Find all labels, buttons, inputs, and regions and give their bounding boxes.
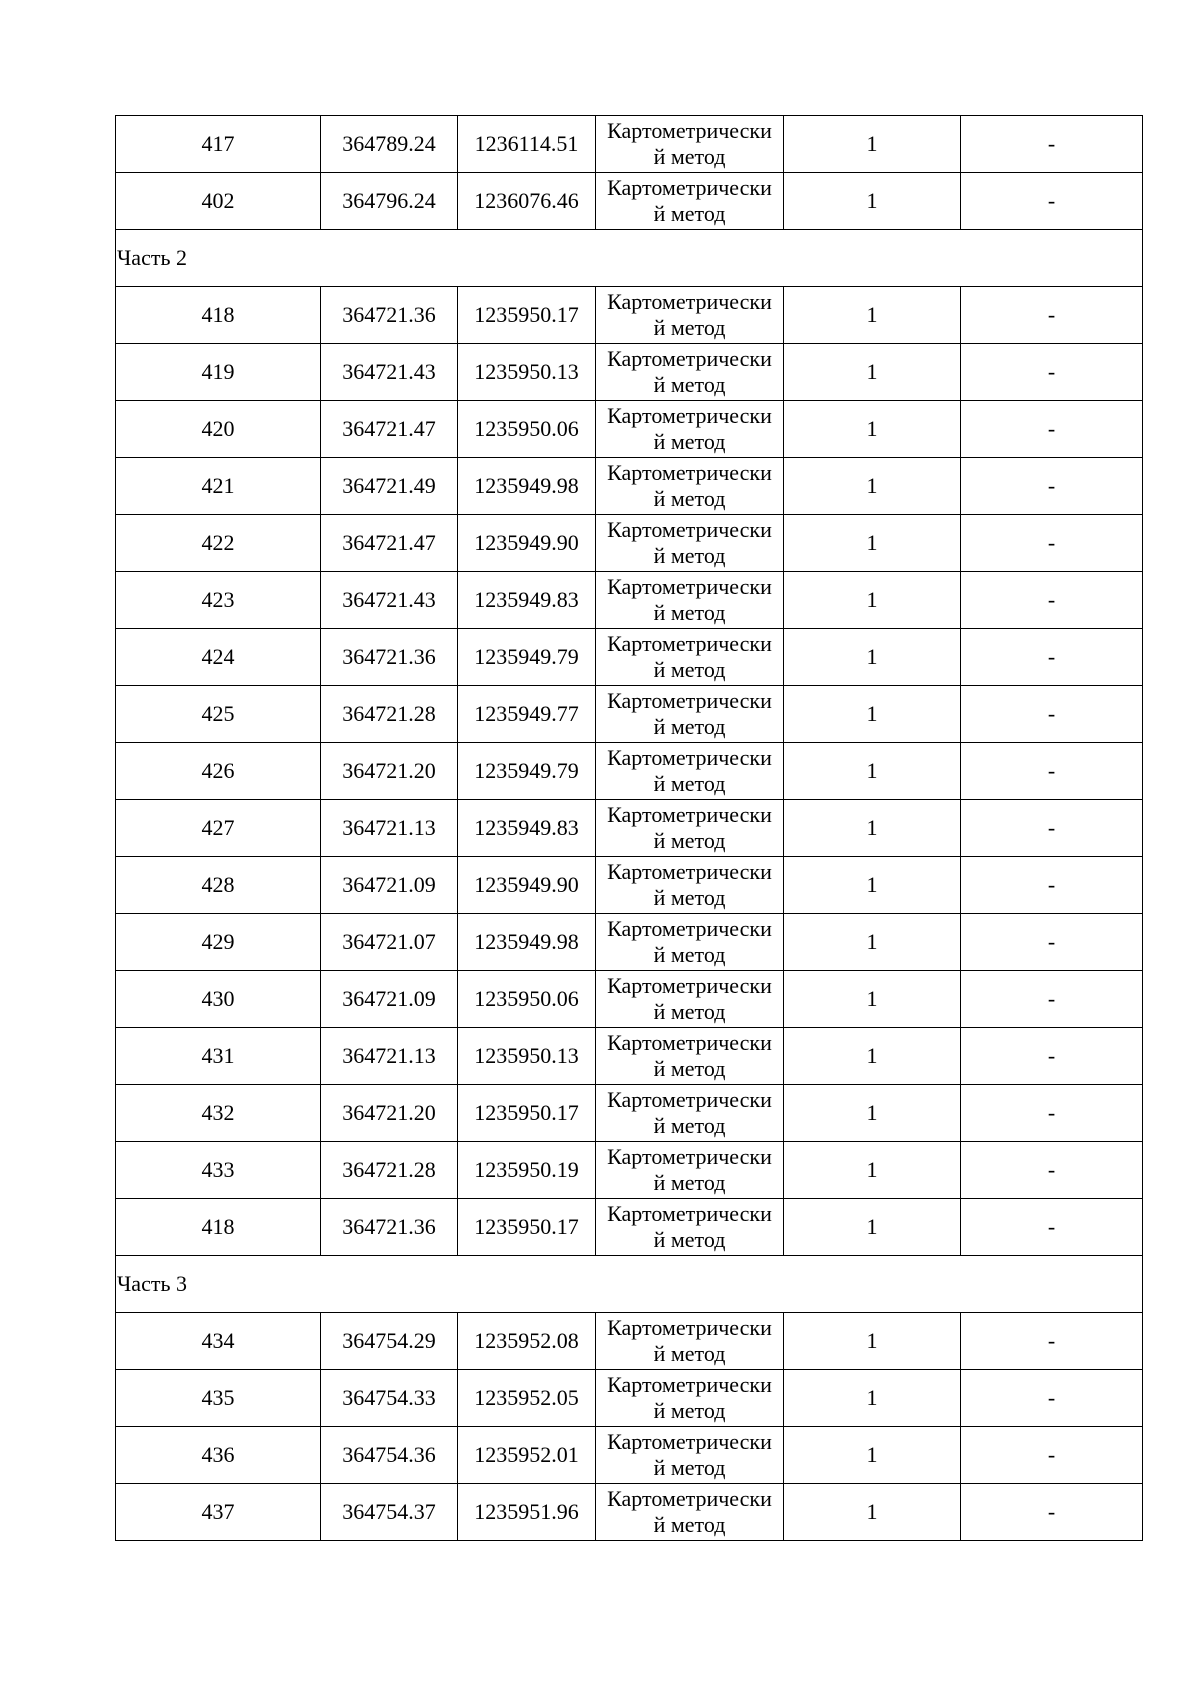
- method-cell: [596, 1085, 784, 1142]
- y-coordinate-cell: 1235950.17: [458, 1199, 596, 1256]
- point-number-cell: 424: [116, 629, 321, 686]
- method-text-line-1: Картометрически: [607, 1429, 772, 1454]
- description-cell: -: [961, 287, 1143, 344]
- method-text-line-1: Картометрически: [607, 1201, 772, 1226]
- accuracy-cell: 1: [784, 515, 961, 572]
- description-cell: -: [961, 857, 1143, 914]
- y-coordinate-cell: 1235952.08: [458, 1313, 596, 1370]
- point-number-cell: 432: [116, 1085, 321, 1142]
- x-coordinate-cell: 364721.07: [321, 914, 458, 971]
- method-cell: [596, 743, 784, 800]
- method-text-line-1: Картометрически: [607, 403, 772, 428]
- table-row: [116, 116, 1143, 173]
- point-number-cell: 428: [116, 857, 321, 914]
- accuracy-cell: 1: [784, 572, 961, 629]
- x-coordinate-cell: 364721.09: [321, 857, 458, 914]
- x-coordinate-cell: 364721.13: [321, 800, 458, 857]
- description-cell: -: [961, 1370, 1143, 1427]
- accuracy-cell: 1: [784, 800, 961, 857]
- coordinates-table: [115, 115, 1143, 1541]
- y-coordinate-cell: 1235949.83: [458, 572, 596, 629]
- accuracy-cell: 1: [784, 287, 961, 344]
- accuracy-cell: 1: [784, 1427, 961, 1484]
- y-coordinate-cell: 1235949.98: [458, 458, 596, 515]
- section-title: Часть 2: [116, 230, 1143, 287]
- description-cell: -: [961, 458, 1143, 515]
- method-cell: [596, 401, 784, 458]
- y-coordinate-cell: 1235949.79: [458, 743, 596, 800]
- method-cell: [596, 857, 784, 914]
- table-row: [116, 1313, 1143, 1370]
- x-coordinate-cell: 364721.36: [321, 287, 458, 344]
- y-coordinate-cell: 1235950.13: [458, 344, 596, 401]
- point-number-cell: 426: [116, 743, 321, 800]
- method-cell: [596, 800, 784, 857]
- x-coordinate-cell: 364721.36: [321, 629, 458, 686]
- method-text-line-2: й метод: [653, 771, 726, 796]
- y-coordinate-cell: 1235949.90: [458, 515, 596, 572]
- method-text-line-2: й метод: [653, 600, 726, 625]
- method-text-line-2: й метод: [653, 1170, 726, 1195]
- description-cell: -: [961, 515, 1143, 572]
- method-text-line-1: Картометрически: [607, 517, 772, 542]
- table-row: [116, 1199, 1143, 1256]
- x-coordinate-cell: 364796.24: [321, 173, 458, 230]
- accuracy-cell: 1: [784, 401, 961, 458]
- x-coordinate-cell: 364789.24: [321, 116, 458, 173]
- method-cell: [596, 1199, 784, 1256]
- accuracy-cell: 1: [784, 173, 961, 230]
- method-text-line-2: й метод: [653, 1398, 726, 1423]
- table-row: [116, 515, 1143, 572]
- description-cell: -: [961, 686, 1143, 743]
- description-cell: -: [961, 401, 1143, 458]
- table-row: [116, 572, 1143, 629]
- table-row: [116, 1085, 1143, 1142]
- table-row: [116, 1142, 1143, 1199]
- point-number-cell: 418: [116, 1199, 321, 1256]
- y-coordinate-cell: 1235950.19: [458, 1142, 596, 1199]
- table-row: [116, 1427, 1143, 1484]
- section-header-row: [116, 1256, 1143, 1313]
- description-cell: -: [961, 1085, 1143, 1142]
- method-text-line-1: Картометрически: [607, 175, 772, 200]
- y-coordinate-cell: 1235949.98: [458, 914, 596, 971]
- section-header-row: [116, 230, 1143, 287]
- method-text-line-1: Картометрически: [607, 289, 772, 314]
- accuracy-cell: 1: [784, 1484, 961, 1541]
- description-cell: -: [961, 1313, 1143, 1370]
- y-coordinate-cell: 1235949.79: [458, 629, 596, 686]
- method-text-line-2: й метод: [653, 144, 726, 169]
- accuracy-cell: 1: [784, 971, 961, 1028]
- description-cell: -: [961, 914, 1143, 971]
- x-coordinate-cell: 364721.20: [321, 1085, 458, 1142]
- table-row: [116, 1484, 1143, 1541]
- x-coordinate-cell: 364754.37: [321, 1484, 458, 1541]
- method-text-line-2: й метод: [653, 885, 726, 910]
- y-coordinate-cell: 1235950.17: [458, 1085, 596, 1142]
- description-cell: -: [961, 344, 1143, 401]
- method-cell: [596, 458, 784, 515]
- y-coordinate-cell: 1235950.06: [458, 401, 596, 458]
- table-row: [116, 401, 1143, 458]
- point-number-cell: 425: [116, 686, 321, 743]
- point-number-cell: 402: [116, 173, 321, 230]
- method-text-line-1: Картометрически: [607, 460, 772, 485]
- method-cell: [596, 971, 784, 1028]
- method-text-line-2: й метод: [653, 1056, 726, 1081]
- method-text-line-2: й метод: [653, 714, 726, 739]
- point-number-cell: 418: [116, 287, 321, 344]
- x-coordinate-cell: 364721.49: [321, 458, 458, 515]
- table-row: [116, 629, 1143, 686]
- method-cell: [596, 914, 784, 971]
- method-cell: [596, 686, 784, 743]
- table-row: [116, 686, 1143, 743]
- method-cell: [596, 1370, 784, 1427]
- y-coordinate-cell: 1235952.01: [458, 1427, 596, 1484]
- method-cell: [596, 1484, 784, 1541]
- method-text-line-2: й метод: [653, 999, 726, 1024]
- method-text-line-2: й метод: [653, 1455, 726, 1480]
- x-coordinate-cell: 364721.47: [321, 401, 458, 458]
- method-cell: [596, 1313, 784, 1370]
- method-cell: [596, 344, 784, 401]
- y-coordinate-cell: 1235952.05: [458, 1370, 596, 1427]
- accuracy-cell: 1: [784, 857, 961, 914]
- accuracy-cell: 1: [784, 1199, 961, 1256]
- accuracy-cell: 1: [784, 1028, 961, 1085]
- coordinates-table-body: [116, 116, 1143, 1541]
- accuracy-cell: 1: [784, 743, 961, 800]
- method-text-line-1: Картометрически: [607, 973, 772, 998]
- x-coordinate-cell: 364721.20: [321, 743, 458, 800]
- table-row: [116, 1370, 1143, 1427]
- table-row: [116, 800, 1143, 857]
- y-coordinate-cell: 1235950.17: [458, 287, 596, 344]
- method-text-line-1: Картометрически: [607, 574, 772, 599]
- description-cell: -: [961, 1028, 1143, 1085]
- method-text-line-2: й метод: [653, 543, 726, 568]
- description-cell: -: [961, 173, 1143, 230]
- table-row: [116, 458, 1143, 515]
- section-title: Часть 3: [116, 1256, 1143, 1313]
- method-text-line-2: й метод: [653, 201, 726, 226]
- accuracy-cell: 1: [784, 1142, 961, 1199]
- description-cell: -: [961, 800, 1143, 857]
- point-number-cell: 430: [116, 971, 321, 1028]
- method-text-line-2: й метод: [653, 429, 726, 454]
- point-number-cell: 437: [116, 1484, 321, 1541]
- method-text-line-2: й метод: [653, 942, 726, 967]
- table-row: [116, 1028, 1143, 1085]
- method-text-line-2: й метод: [653, 828, 726, 853]
- y-coordinate-cell: 1235950.13: [458, 1028, 596, 1085]
- table-row: [116, 743, 1143, 800]
- method-text-line-1: Картометрически: [607, 631, 772, 656]
- method-text-line-1: Картометрически: [607, 1372, 772, 1397]
- method-text-line-1: Картометрически: [607, 802, 772, 827]
- method-cell: [596, 515, 784, 572]
- method-text-line-1: Картометрически: [607, 688, 772, 713]
- method-text-line-2: й метод: [653, 486, 726, 511]
- description-cell: -: [961, 572, 1143, 629]
- y-coordinate-cell: 1236114.51: [458, 116, 596, 173]
- point-number-cell: 422: [116, 515, 321, 572]
- method-text-line-1: Картометрически: [607, 745, 772, 770]
- table-row: [116, 173, 1143, 230]
- point-number-cell: 436: [116, 1427, 321, 1484]
- point-number-cell: 431: [116, 1028, 321, 1085]
- method-text-line-1: Картометрически: [607, 1315, 772, 1340]
- point-number-cell: 429: [116, 914, 321, 971]
- point-number-cell: 419: [116, 344, 321, 401]
- description-cell: -: [961, 116, 1143, 173]
- description-cell: -: [961, 1142, 1143, 1199]
- method-text-line-1: Картометрически: [607, 1486, 772, 1511]
- table-row: [116, 344, 1143, 401]
- description-cell: -: [961, 629, 1143, 686]
- method-cell: [596, 1427, 784, 1484]
- method-cell: [596, 629, 784, 686]
- point-number-cell: 417: [116, 116, 321, 173]
- accuracy-cell: 1: [784, 458, 961, 515]
- description-cell: -: [961, 1484, 1143, 1541]
- method-text-line-2: й метод: [653, 315, 726, 340]
- table-row: [116, 857, 1143, 914]
- method-cell: [596, 287, 784, 344]
- x-coordinate-cell: 364754.36: [321, 1427, 458, 1484]
- method-text-line-1: Картометрически: [607, 118, 772, 143]
- x-coordinate-cell: 364721.09: [321, 971, 458, 1028]
- x-coordinate-cell: 364721.43: [321, 572, 458, 629]
- method-text-line-2: й метод: [653, 1113, 726, 1138]
- x-coordinate-cell: 364721.13: [321, 1028, 458, 1085]
- point-number-cell: 435: [116, 1370, 321, 1427]
- y-coordinate-cell: 1235949.77: [458, 686, 596, 743]
- point-number-cell: 427: [116, 800, 321, 857]
- y-coordinate-cell: 1235949.90: [458, 857, 596, 914]
- y-coordinate-cell: 1235949.83: [458, 800, 596, 857]
- x-coordinate-cell: 364721.28: [321, 686, 458, 743]
- point-number-cell: 433: [116, 1142, 321, 1199]
- method-text-line-1: Картометрически: [607, 1087, 772, 1112]
- method-text-line-2: й метод: [653, 657, 726, 682]
- accuracy-cell: 1: [784, 344, 961, 401]
- x-coordinate-cell: 364721.28: [321, 1142, 458, 1199]
- description-cell: -: [961, 1427, 1143, 1484]
- method-text-line-2: й метод: [653, 1341, 726, 1366]
- accuracy-cell: 1: [784, 116, 961, 173]
- method-text-line-2: й метод: [653, 1227, 726, 1252]
- table-row: [116, 971, 1143, 1028]
- accuracy-cell: 1: [784, 629, 961, 686]
- method-cell: [596, 116, 784, 173]
- x-coordinate-cell: 364721.43: [321, 344, 458, 401]
- y-coordinate-cell: 1235950.06: [458, 971, 596, 1028]
- accuracy-cell: 1: [784, 1313, 961, 1370]
- point-number-cell: 423: [116, 572, 321, 629]
- x-coordinate-cell: 364721.47: [321, 515, 458, 572]
- point-number-cell: 434: [116, 1313, 321, 1370]
- y-coordinate-cell: 1236076.46: [458, 173, 596, 230]
- method-text-line-2: й метод: [653, 372, 726, 397]
- x-coordinate-cell: 364721.36: [321, 1199, 458, 1256]
- method-cell: [596, 572, 784, 629]
- point-number-cell: 421: [116, 458, 321, 515]
- y-coordinate-cell: 1235951.96: [458, 1484, 596, 1541]
- accuracy-cell: 1: [784, 1085, 961, 1142]
- description-cell: -: [961, 1199, 1143, 1256]
- accuracy-cell: 1: [784, 686, 961, 743]
- method-cell: [596, 1028, 784, 1085]
- x-coordinate-cell: 364754.29: [321, 1313, 458, 1370]
- method-cell: [596, 1142, 784, 1199]
- method-text-line-1: Картометрически: [607, 859, 772, 884]
- accuracy-cell: 1: [784, 914, 961, 971]
- method-text-line-2: й метод: [653, 1512, 726, 1537]
- point-number-cell: 420: [116, 401, 321, 458]
- method-text-line-1: Картометрически: [607, 346, 772, 371]
- method-text-line-1: Картометрически: [607, 916, 772, 941]
- x-coordinate-cell: 364754.33: [321, 1370, 458, 1427]
- method-text-line-1: Картометрически: [607, 1030, 772, 1055]
- table-row: [116, 914, 1143, 971]
- accuracy-cell: 1: [784, 1370, 961, 1427]
- description-cell: -: [961, 971, 1143, 1028]
- method-text-line-1: Картометрически: [607, 1144, 772, 1169]
- table-row: [116, 287, 1143, 344]
- method-cell: [596, 173, 784, 230]
- description-cell: -: [961, 743, 1143, 800]
